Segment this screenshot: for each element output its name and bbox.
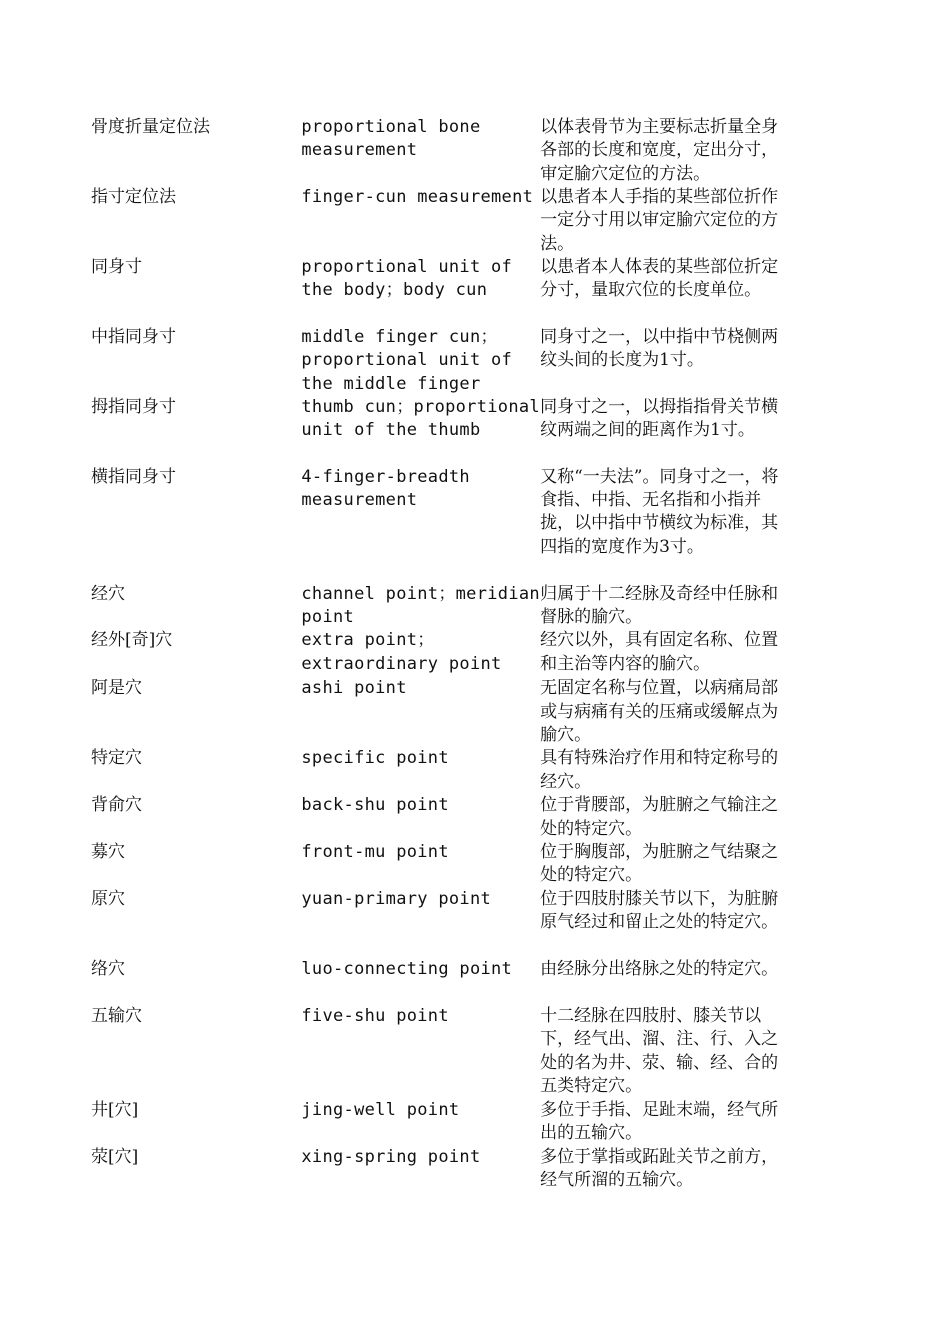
term-chinese: 荥[穴] <box>91 1146 139 1167</box>
glossary-row <box>91 888 791 958</box>
term-definition: 无固定名称与位置，以病痛局部或与病痛有关的压痛或缓解点为腧穴。 <box>540 678 779 746</box>
term-definition: 归属于十二经脉及奇经中任脉和督脉的腧穴。 <box>540 583 779 628</box>
term-chinese: 拇指同身寸 <box>91 396 176 417</box>
term-chinese: 络穴 <box>91 959 125 980</box>
term-english: back-shu point <box>301 795 449 816</box>
term-chinese: 骨度折量定位法 <box>91 117 210 137</box>
term-english: 4-finger-breadth measurement <box>301 466 470 511</box>
term-definition: 以体表骨节为主要标志折量全身各部的长度和宽度，定出分寸，审定腧穴定位的方法。 <box>540 117 779 184</box>
term-chinese: 五输穴 <box>91 1006 142 1027</box>
term-chinese: 背俞穴 <box>91 795 142 816</box>
term-definition: 十二经脉在四肢肘、膝关节以下，经气出、溜、注、行、入之处的名为井、荥、输、经、合的五类特定穴。 <box>540 1006 779 1096</box>
term-english: front-mu point <box>301 842 449 863</box>
term-definition: 位于胸腹部，为脏腑之气结聚之处的特定穴。 <box>540 842 779 886</box>
term-definition: 具有特殊治疗作用和特定称号的经穴。 <box>540 748 779 792</box>
term-chinese: 经穴 <box>91 583 125 604</box>
term-definition: 以患者本人体表的某些部位折定分寸，量取穴位的长度单位。 <box>540 257 779 301</box>
glossary-row <box>91 116 791 186</box>
term-definition: 同身寸之一，以中指中节桡侧两纹头间的长度为1寸。 <box>540 327 779 371</box>
glossary-row <box>91 326 791 396</box>
term-chinese: 指寸定位法 <box>91 187 176 207</box>
term-definition: 位于四肢肘膝关节以下，为脏腑原气经过和留止之处的特定穴。 <box>540 889 779 933</box>
glossary-row <box>91 794 791 841</box>
term-chinese: 特定穴 <box>91 748 142 769</box>
term-chinese: 中指同身寸 <box>91 327 176 347</box>
term-english: ashi point <box>301 678 407 699</box>
glossary-row <box>91 583 791 630</box>
term-english: extra point；extraordinary point <box>301 630 502 674</box>
term-definition: 多位于掌指或跖趾关节之前方，经气所溜的五输穴。 <box>540 1146 779 1190</box>
term-definition: 又称“一夫法”。同身寸之一，将食指、中指、无名指和小指并拢，以中指中节横纹为标准，其四指的宽度作为3寸。 <box>540 466 779 557</box>
term-english: proportional unit of the body；body cun <box>301 257 513 301</box>
term-definition: 以患者本人手指的某些部位折作一定分寸用以审定腧穴定位的方法。 <box>540 187 779 254</box>
acupuncture-glossary-table <box>91 116 791 1192</box>
glossary-row <box>91 466 791 583</box>
glossary-row <box>91 677 791 747</box>
term-english: thumb cun；proportional unit of the thumb <box>301 396 540 441</box>
term-chinese: 井[穴] <box>91 1100 139 1121</box>
term-english: luo-connecting point <box>301 959 513 980</box>
glossary-row <box>91 747 791 794</box>
term-chinese: 原穴 <box>91 889 125 910</box>
term-english: channel point；meridian point <box>301 583 540 628</box>
term-english: specific point <box>301 748 449 769</box>
glossary-row <box>91 396 791 466</box>
term-english: finger-cun measurement <box>301 187 534 207</box>
term-definition: 由经脉分出络脉之处的特定穴。 <box>540 959 779 980</box>
glossary-row <box>91 186 791 256</box>
term-chinese: 同身寸 <box>91 257 142 277</box>
glossary-row <box>91 1146 791 1193</box>
glossary-row <box>91 256 791 326</box>
glossary-body <box>91 116 791 1192</box>
glossary-row <box>91 629 791 677</box>
term-english: xing-spring point <box>301 1146 481 1167</box>
term-english: yuan-primary point <box>301 889 492 910</box>
term-chinese: 经外[奇]穴 <box>91 630 173 651</box>
term-chinese: 阿是穴 <box>91 678 142 699</box>
term-definition: 多位于手指、足趾末端，经气所出的五输穴。 <box>540 1100 779 1144</box>
term-definition: 位于背腰部，为脏腑之气输注之处的特定穴。 <box>540 795 779 839</box>
term-english: five-shu point <box>301 1006 449 1027</box>
term-english: jing-well point <box>301 1100 460 1121</box>
term-chinese: 横指同身寸 <box>91 466 176 487</box>
term-definition: 经穴以外，具有固定名称、位置和主治等内容的腧穴。 <box>540 630 779 674</box>
glossary-row <box>91 1005 791 1099</box>
term-chinese: 募穴 <box>91 842 125 863</box>
glossary-row <box>91 958 791 1005</box>
glossary-row <box>91 1099 791 1146</box>
term-definition: 同身寸之一，以拇指指骨关节横纹两端之间的距离作为1寸。 <box>540 396 779 441</box>
glossary-row <box>91 841 791 888</box>
term-english: proportional bone measurement <box>301 117 481 161</box>
term-english: middle finger cun；proportional unit of the middle finger <box>301 327 513 394</box>
